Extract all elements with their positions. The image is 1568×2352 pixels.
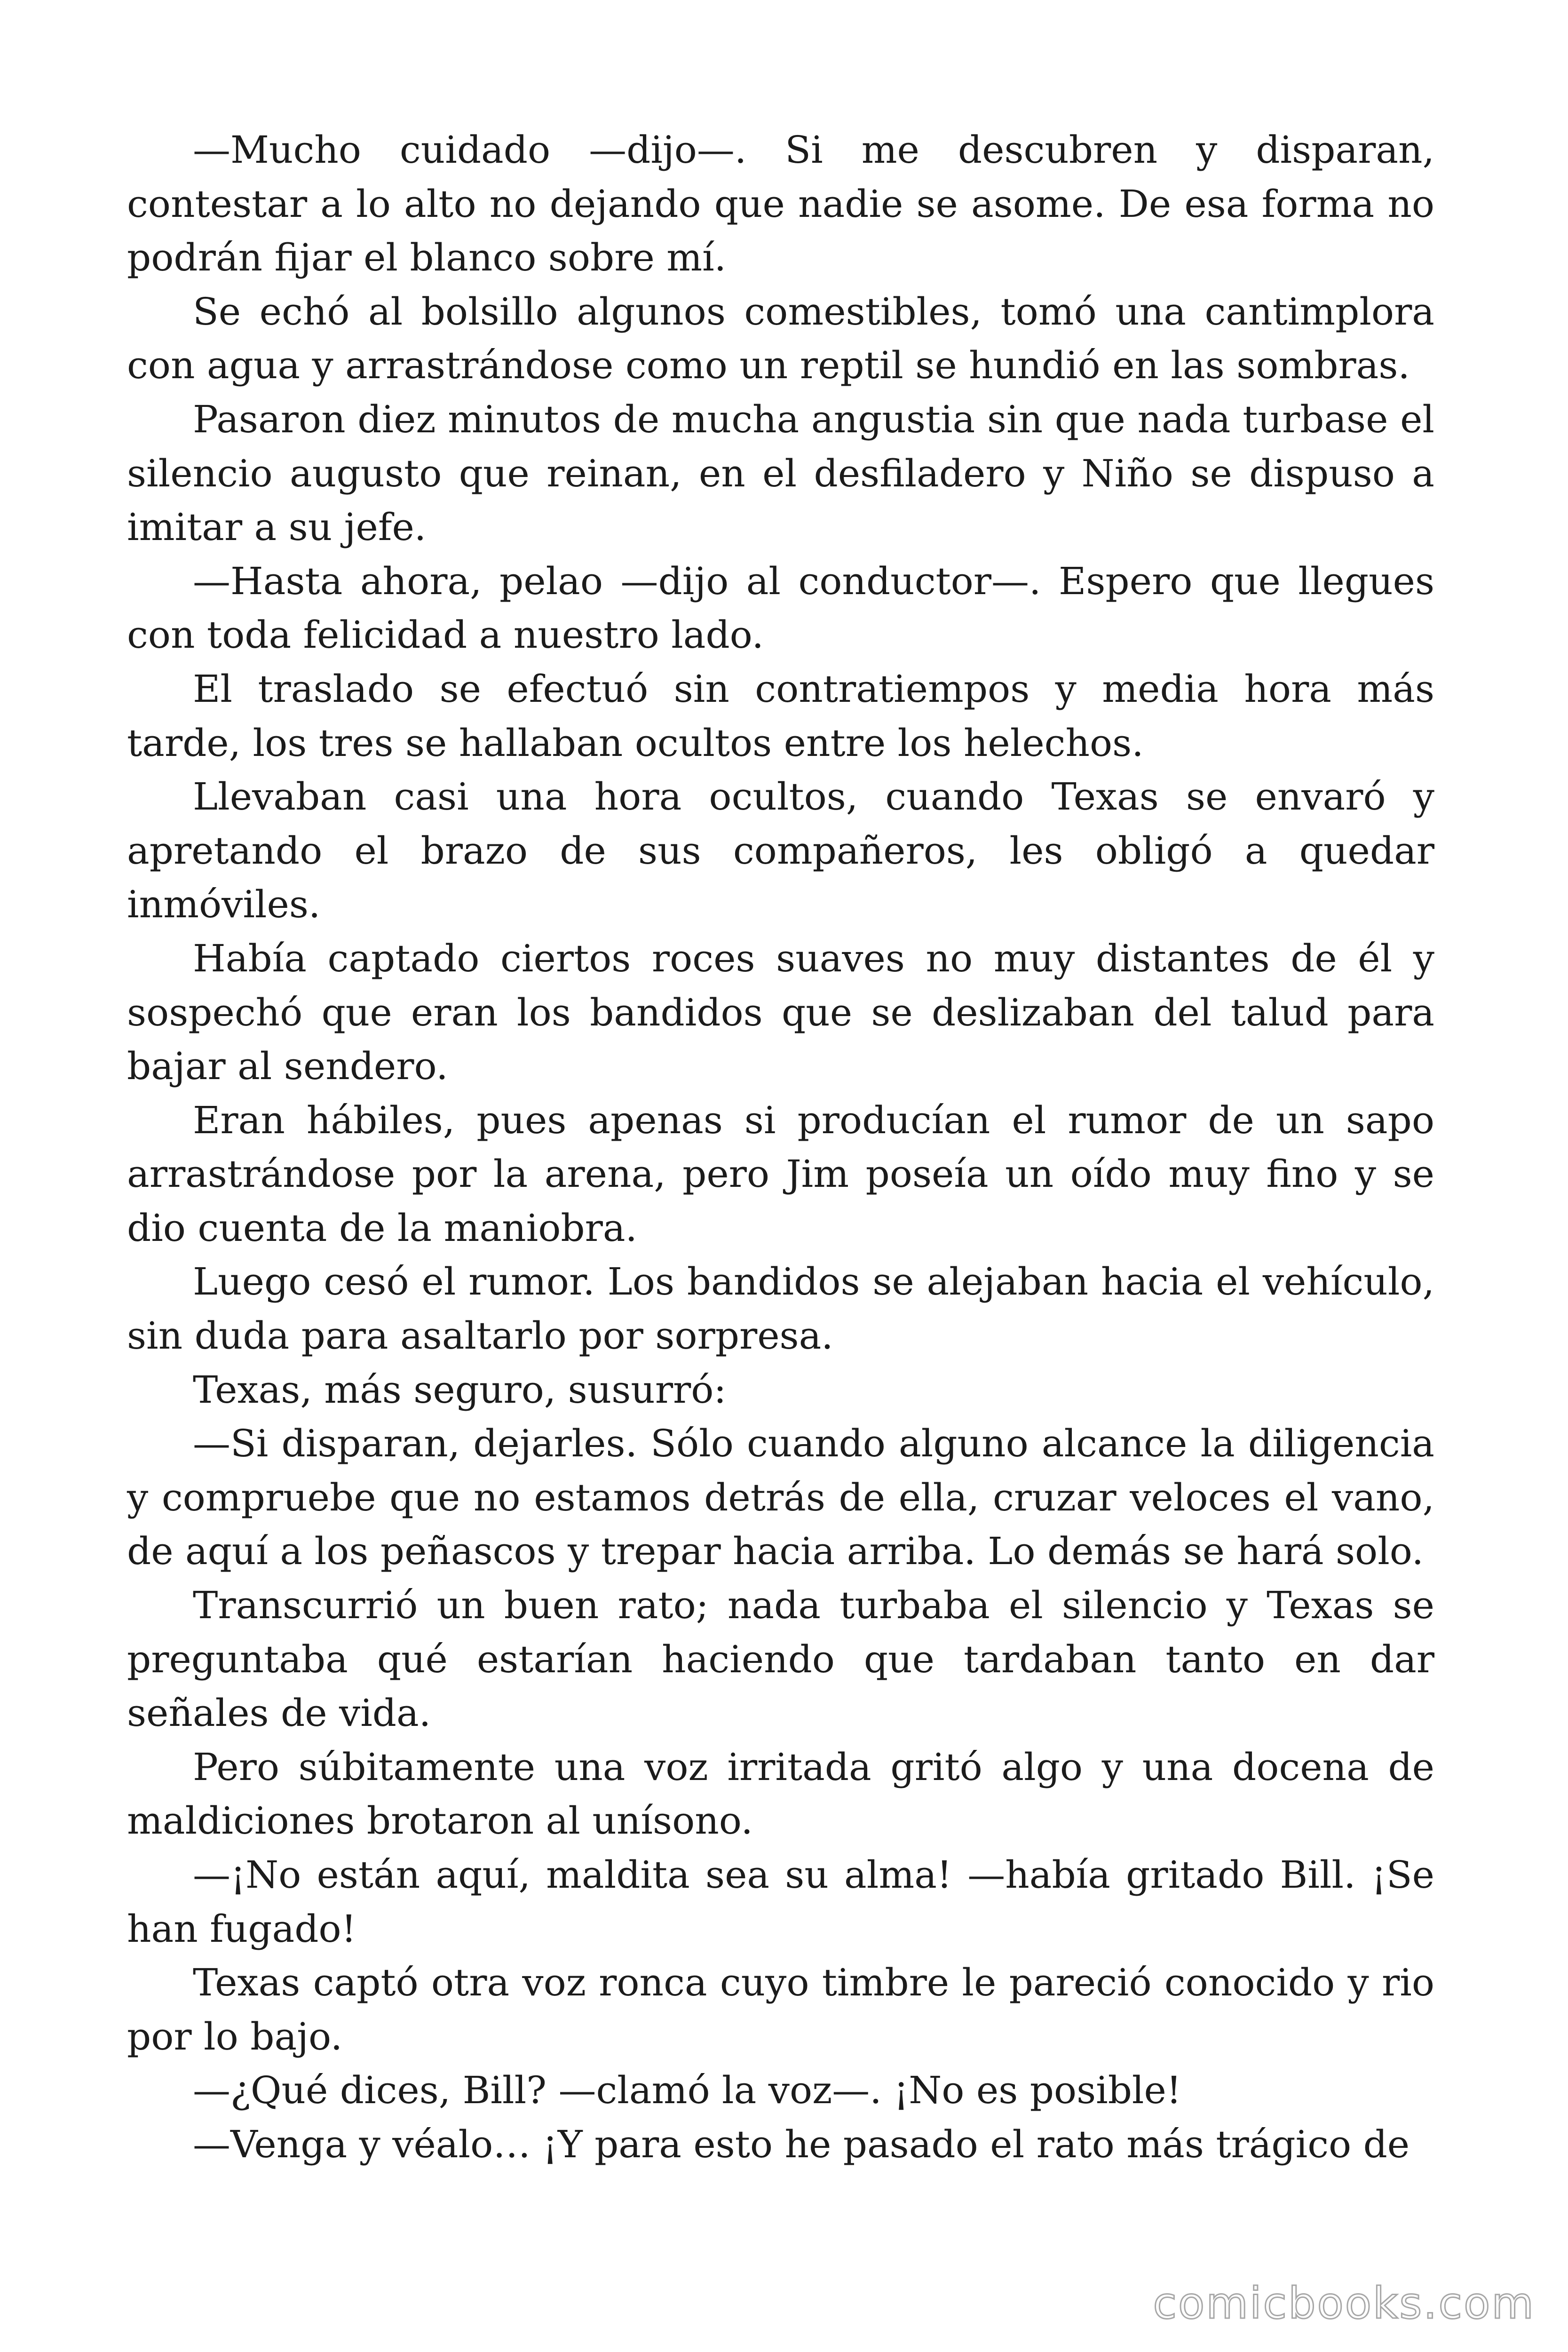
paragraph: Pero súbitamente una voz irritada gritó algo y una docena de maldiciones brotaron al unísono. (127, 1745, 1434, 1843)
paragraph: —Venga y véalo… ¡Y para esto he pasado el rato más trágico de (193, 2122, 1410, 2166)
paragraph: Pasaron diez minutos de mucha angustia sin que nada turbase el silencio augusto que reinan, en el desfiladero y Niño se dispuso a imitar a su jefe. (127, 397, 1434, 549)
paragraph: El traslado se efectuó sin contratiempos y media hora más tarde, los tres se hallaban ocultos entre los helechos. (127, 667, 1434, 765)
paragraph: —¡No están aquí, maldita sea su alma! —había gritado Bill. ¡Se han fugado! (127, 1853, 1434, 1951)
paragraph: Luego cesó el rumor. Los bandidos se alejaban hacia el vehículo, sin duda para asaltarlo por sorpresa. (127, 1260, 1434, 1358)
paragraph: Texas, más seguro, susurró: (193, 1367, 727, 1412)
paragraph: Llevaban casi una hora ocultos, cuando Texas se envaró y apretando el brazo de sus compañeros, les obligó a quedar inmóviles. (127, 775, 1434, 927)
paragraph: Transcurrió un buen rato; nada turbaba el silencio y Texas se preguntaba qué estarían haciendo que tardaban tanto en dar señales de vida. (127, 1583, 1434, 1735)
paragraph: Había captado ciertos roces suaves no muy distantes de él y sospechó que eran los bandidos que se deslizaban del talud para bajar al sendero. (127, 936, 1434, 1089)
paragraph: —Mucho cuidado —dijo—. Si me descubren y disparan, contestar a lo alto no dejando que nadie se asome. De esa forma no podrán fijar el blanco sobre mí. (127, 128, 1434, 280)
watermark-logo: comicbooks.com (1153, 2278, 1535, 2328)
paragraph: —Hasta ahora, pelao —dijo al conductor—. Espero que llegues con toda felicidad a nuestro lado. (127, 559, 1434, 657)
body-text (127, 123, 1434, 2172)
paragraph: Eran hábiles, pues apenas si producían el rumor de un sapo arrastrándose por la arena, pero Jim poseía un oído muy fino y se dio cuenta de la maniobra. (127, 1098, 1434, 1250)
paragraph: Se echó al bolsillo algunos comestibles, tomó una cantimplora con agua y arrastrándose como un reptil se hundió en las sombras. (127, 289, 1434, 388)
paragraph: —Si disparan, dejarles. Sólo cuando alguno alcance la diligencia y compruebe que no estamos detrás de ella, cruzar veloces el vano, de aquí a los peñascos y trepar hacia arriba. Lo demás se hará solo. (127, 1422, 1434, 1573)
paragraph: Texas captó otra voz ronca cuyo timbre le pareció conocido y rio por lo bajo. (127, 1961, 1434, 2058)
paragraph: —¿Qué dices, Bill? —clamó la voz—. ¡No es posible! (193, 2068, 1181, 2113)
